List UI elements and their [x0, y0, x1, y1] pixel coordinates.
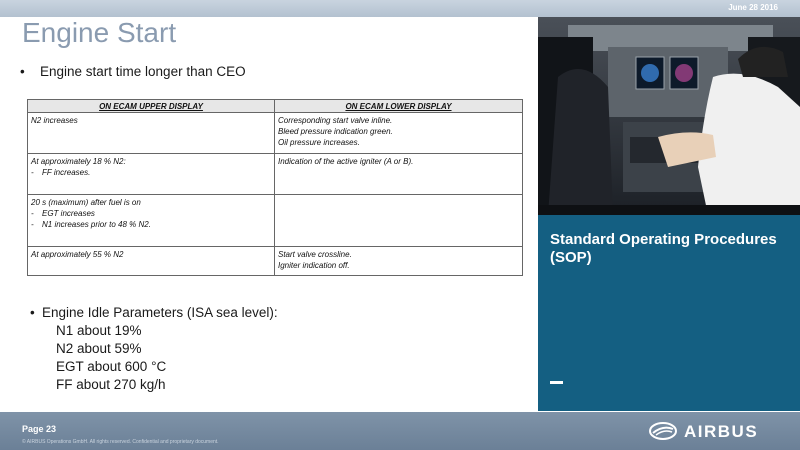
upper-subitem-text: EGT increases — [42, 209, 95, 218]
lower-cell — [275, 247, 523, 276]
panel-dash-decoration — [550, 381, 563, 384]
lower-text: Corresponding start valve inline. — [278, 116, 393, 125]
presentation-date: June 28 2016 — [728, 3, 778, 12]
cockpit-photo — [538, 17, 800, 215]
lower-cell — [275, 113, 523, 154]
header-lower-display: ON ECAM LOWER DISPLAY — [275, 100, 523, 113]
airbus-logo — [648, 420, 788, 442]
lower-text: Oil pressure increases. — [278, 138, 360, 147]
bullet-intro — [20, 64, 246, 79]
ecam-table — [27, 99, 523, 276]
upper-cell — [28, 154, 275, 195]
upper-text: At approximately 18 % N2: — [31, 157, 126, 166]
upper-subitem: - FF increases. — [31, 168, 91, 177]
bullet-dot-icon: • — [30, 305, 35, 320]
upper-subitem-text: N1 increases prior to 48 % N2. — [42, 220, 151, 229]
table-row — [28, 154, 523, 195]
upper-subitem: - EGT increases — [31, 209, 95, 218]
upper-cell — [28, 195, 275, 247]
airbus-logo-icon — [648, 420, 678, 442]
idle-param-ff: FF about 270 kg/h — [56, 377, 166, 392]
idle-param-n2: N2 about 59% — [56, 341, 142, 356]
idle-param-n1: N1 about 19% — [56, 323, 142, 338]
table-row — [28, 195, 523, 247]
idle-param-egt: EGT about 600 °C — [56, 359, 167, 374]
side-panel — [538, 215, 800, 411]
lower-text: Start valve crossline. — [278, 250, 352, 259]
top-bar — [0, 0, 800, 17]
upper-text: N2 increases — [31, 116, 78, 125]
page-number: Page 23 — [22, 424, 57, 434]
lower-text: Bleed pressure indication green. — [278, 127, 393, 136]
logo-text: AIRBUS — [684, 422, 759, 441]
upper-subitem: - N1 increases prior to 48 % N2. — [31, 220, 151, 229]
copyright-notice: © AIRBUS Operations GmbH. All rights reserved. Confidential and proprietary document. — [22, 439, 219, 445]
sop-title: Standard Operating Procedures (SOP) — [550, 231, 777, 266]
upper-text: 20 s (maximum) after fuel is on — [31, 198, 141, 207]
footer-bar — [0, 412, 800, 450]
lower-cell — [275, 195, 523, 247]
lower-text: Indication of the active igniter (A or B). — [278, 157, 414, 166]
bullet-dot-icon: • — [20, 64, 25, 79]
idle-heading: Engine Idle Parameters (ISA sea level): — [42, 305, 278, 320]
page-title: Engine Start — [22, 17, 177, 48]
table-header-row — [28, 100, 523, 113]
lower-cell — [275, 154, 523, 195]
bullet-intro-text: Engine start time longer than CEO — [40, 64, 246, 79]
upper-subitem-text: FF increases. — [42, 168, 91, 177]
upper-cell — [28, 247, 275, 276]
table-row — [28, 113, 523, 154]
upper-cell — [28, 113, 275, 154]
cockpit-illustration — [538, 17, 800, 215]
upper-text: At approximately 55 % N2 — [31, 250, 124, 259]
header-upper-display: ON ECAM UPPER DISPLAY — [28, 100, 275, 113]
bullet-idle-parameters — [30, 304, 278, 394]
table-row — [28, 247, 523, 276]
lower-text: Igniter indication off. — [278, 261, 350, 270]
